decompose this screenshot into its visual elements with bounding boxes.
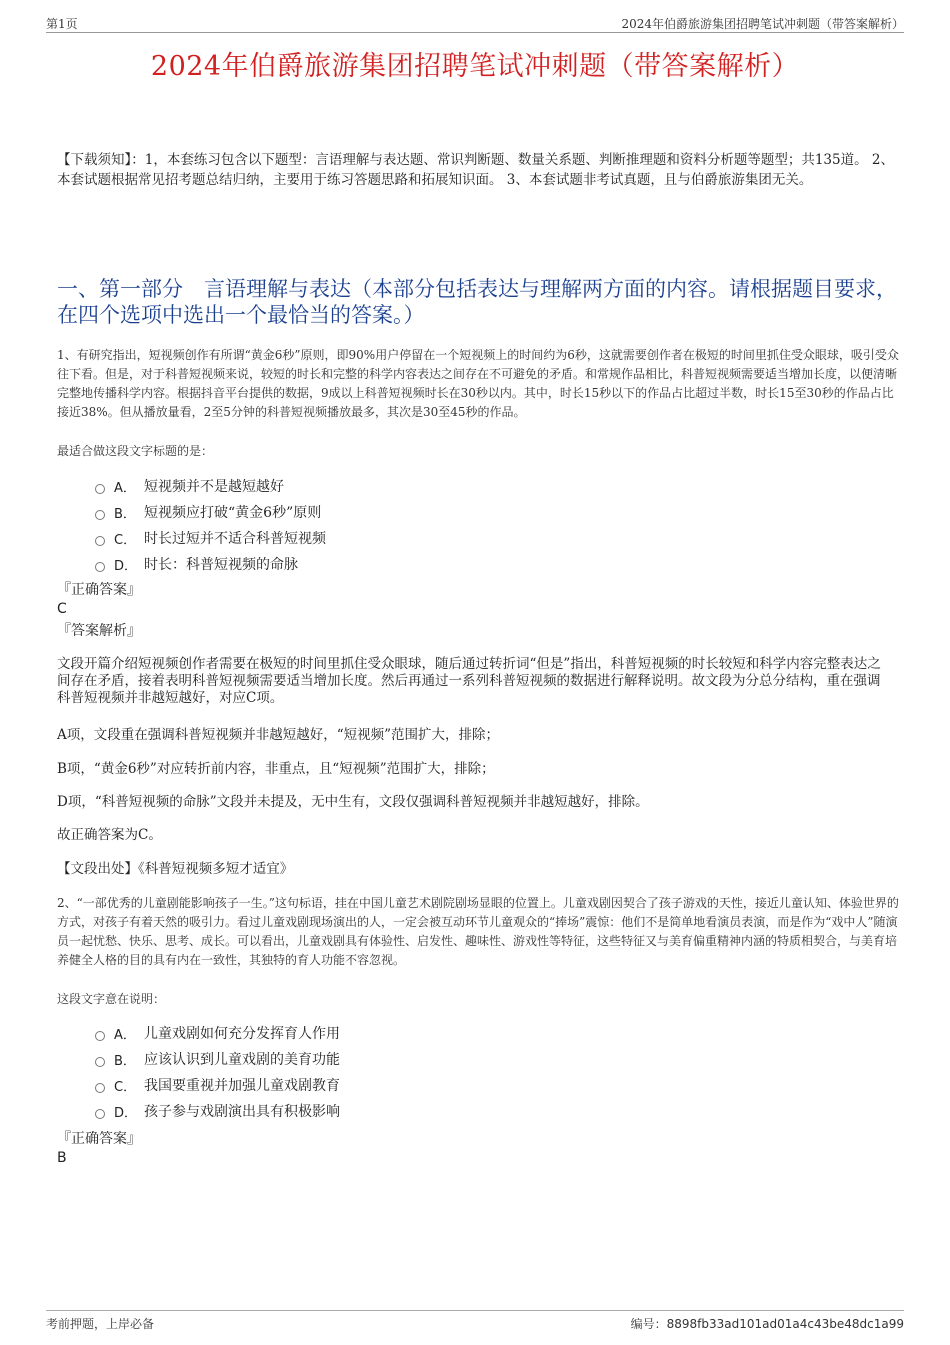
question-2-option-c[interactable] [95,1072,340,1098]
page-footer [46,1310,904,1331]
radio-icon[interactable] [95,484,105,494]
option-text: 应该认识到儿童戏剧的美育功能 [144,1052,340,1068]
option-text: 我国要重视并加强儿童戏剧教育 [144,1078,340,1094]
header-doc-title: 2024年伯爵旅游集团招聘笔试冲刺题（带答案解析） [621,17,904,31]
option-text: 短视频应打破“黄金6秒”原则 [144,505,322,521]
document-title: 2024年伯爵旅游集团招聘笔试冲刺题（带答案解析） [150,51,800,82]
question-2-text: 2、“一部优秀的儿童剧能影响孩子一生。”这句标语，挂在中国儿童艺术剧院剧场显眼的位置上。儿童戏剧因契合了孩子游戏的天性，接近儿童认知、体验世界的方式，对孩子有着天然的吸引力。看过儿童戏剧现场演出的人，一定会被互动环节儿童观众的“捧场”震惊：他们不是简单地看演员表演，而是作为“戏中人”随演员一起忧愁、快乐、思考、成长。可以看出，儿童戏剧具有体验性、启发性、趣味性、游戏性等特征，这些特征又与美育偏重精神内涵的特质相契合，与美育培养健全人格的目的具有内在一致性，其独特的育人功能不容忽视。 [57,896,899,967]
footer-slogan: 考前押题，上岸必备 [46,1317,155,1331]
download-notice: 【下载须知】：1，本套练习包含以下题型：言语理解与表达题、常识判断题、数量关系题、判断推理题和资料分析题等题型；共135道。 2、本套试题根据常见招考题总结归纳，主要用于练习答题思路和拓展知识面。 3、本套试题非考试真题，且与伯爵旅游集团无关。 [57,152,894,188]
question-1-answer-label: 『正确答案』 [57,582,141,598]
option-text: 短视频并不是越短越好 [144,479,284,495]
source-citation: 【文段出处】《科普短视频多短才适宜》 [57,861,294,877]
option-letter: C． [114,532,137,548]
analysis-paragraph: D项，“科普短视频的命脉”文段并未提及，无中生有，文段仅强调科普短视频并非越短越好，排除。 [57,794,649,810]
analysis-paragraph: 文段开篇介绍短视频创作者需要在极短的时间里抓住受众眼球，随后通过转折词“但是”指出，科普短视频的时长较短和科学内容完整表达之间存在矛盾，接着表明科普短视频需要适当增加长度。然后再通过一系列科普短视频的数据进行解释说明。故文段为分总分结构，重在强调科普短视频并非越短越好，对应C项。 [57,656,881,706]
option-text: 儿童戏剧如何充分发挥育人作用 [144,1026,340,1042]
analysis-paragraph: B项，“黄金6秒”对应转折前内容，非重点，且“短视频”范围扩大，排除； [57,761,495,777]
section-heading: 一、第一部分 言语理解与表达（本部分包括表达与理解两方面的内容。请根据题目要求，在四个选项中选出一个最恰当的答案。） [57,277,897,327]
radio-icon[interactable] [95,1109,105,1119]
option-text: 孩子参与戏剧演出具有积极影响 [144,1104,340,1120]
question-2-option-b[interactable] [95,1046,340,1072]
page-header [46,14,904,33]
page-number: 第1页 [46,17,78,31]
option-text: 时长过短并不适合科普短视频 [144,531,326,547]
question-1-option-a[interactable] [95,473,326,499]
option-letter: C． [114,1079,137,1095]
question-1-option-b[interactable] [95,499,326,525]
option-letter: A． [114,1027,136,1043]
analysis-paragraph: A项，文段重在强调科普短视频并非越短越好，“短视频”范围扩大，排除； [57,727,500,743]
question-2-option-a[interactable] [95,1020,340,1046]
question-1-text: 1、有研究指出，短视频创作有所谓“黄金6秒”原则，即90%用户停留在一个短视频上的时间约为6秒，这就需要创作者在极短的时间里抓住受众眼球，吸引受众往下看。但是，对于科普短视频来说，较短的时长和完整的科学内容表达之间存在不可避免的矛盾。和常规作品相比，科普短视频需要适当增加长度，以便清晰完整地传播科学内容。根据抖音平台提供的数据，9成以上科普短视频时长在30秒以内。其中，时长15秒以下的作品占比超过半数，时长15至30秒的作品占比接近38%。但从播放量看，2至5分钟的科普短视频播放最多，其次是30至45秒的作品。 [57,348,899,419]
footer-code-label: 编号： [630,1317,667,1331]
question-1-prompt: 最适合做这段文字标题的是： [57,444,214,458]
footer-code [631,1315,904,1332]
question-2-answer-label: 『正确答案』 [57,1131,141,1147]
analysis-paragraph: 故正确答案为C。 [57,827,162,843]
option-letter: D． [114,1105,138,1121]
question-2-prompt: 这段文字意在说明： [57,992,166,1006]
question-2-options [95,1020,340,1124]
option-letter: A． [114,480,136,496]
radio-icon[interactable] [95,1031,105,1041]
question-1-option-d[interactable] [95,551,326,577]
radio-icon[interactable] [95,510,105,520]
option-text: 时长：科普短视频的命脉 [144,557,298,573]
option-letter: D． [114,558,138,574]
question-1-option-c[interactable] [95,525,326,551]
question-1-options [95,473,326,577]
question-1-analysis-label: 『答案解析』 [57,623,141,639]
radio-icon[interactable] [95,1057,105,1067]
question-2-answer: B [57,1150,67,1166]
radio-icon[interactable] [95,536,105,546]
option-letter: B． [114,506,136,522]
question-1-answer: C [57,601,67,617]
footer-code-value: 8898fb33ad101ad01a4c43be48dc1a99 [666,1317,904,1331]
question-2-option-d[interactable] [95,1098,340,1124]
radio-icon[interactable] [95,1083,105,1093]
radio-icon[interactable] [95,562,105,572]
option-letter: B． [114,1053,136,1069]
